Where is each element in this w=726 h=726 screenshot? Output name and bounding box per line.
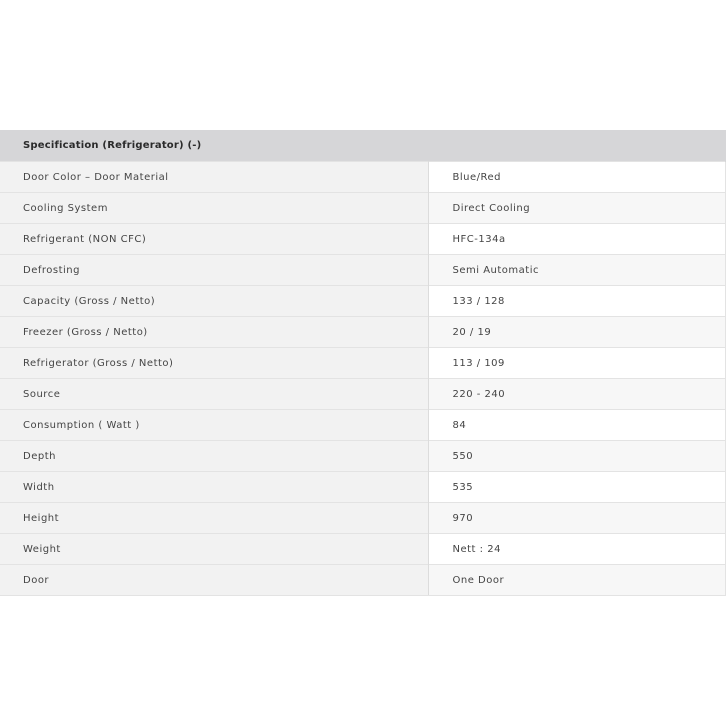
spec-label: Refrigerant (NON CFC) — [0, 224, 428, 255]
table-row — [0, 534, 725, 565]
specification-table — [0, 130, 726, 596]
table-row — [0, 472, 725, 503]
table-row — [0, 348, 725, 379]
spec-value: 535 — [428, 472, 725, 503]
spec-value: Blue/Red — [428, 162, 725, 193]
spec-label: Cooling System — [0, 193, 428, 224]
table-row — [0, 565, 725, 596]
spec-value: 84 — [428, 410, 725, 441]
table-row — [0, 162, 725, 193]
spec-value: One Door — [428, 565, 725, 596]
spec-value: Nett : 24 — [428, 534, 725, 565]
table-row — [0, 224, 725, 255]
spec-label: Capacity (Gross / Netto) — [0, 286, 428, 317]
spec-label: Door Color – Door Material — [0, 162, 428, 193]
spec-value: HFC-134a — [428, 224, 725, 255]
table-title: Specification (Refrigerator) (-) — [0, 130, 725, 162]
table-row — [0, 379, 725, 410]
spec-label: Freezer (Gross / Netto) — [0, 317, 428, 348]
table-body — [0, 162, 725, 596]
table-row — [0, 410, 725, 441]
spec-value: 20 / 19 — [428, 317, 725, 348]
table-row — [0, 441, 725, 472]
spec-value: 550 — [428, 441, 725, 472]
spec-label: Height — [0, 503, 428, 534]
spec-label: Consumption ( Watt ) — [0, 410, 428, 441]
spec-label: Door — [0, 565, 428, 596]
spec-label: Defrosting — [0, 255, 428, 286]
spec-value: 133 / 128 — [428, 286, 725, 317]
spec-value: 970 — [428, 503, 725, 534]
table-row — [0, 503, 725, 534]
table-row — [0, 286, 725, 317]
table-row — [0, 317, 725, 348]
table-row — [0, 255, 725, 286]
spec-value: Direct Cooling — [428, 193, 725, 224]
spec-value: Semi Automatic — [428, 255, 725, 286]
spec-label: Refrigerator (Gross / Netto) — [0, 348, 428, 379]
spec-label: Source — [0, 379, 428, 410]
table-row — [0, 193, 725, 224]
spec-value: 113 / 109 — [428, 348, 725, 379]
spec-value: 220 - 240 — [428, 379, 725, 410]
spec-label: Depth — [0, 441, 428, 472]
spec-label: Width — [0, 472, 428, 503]
table-header-row — [0, 130, 725, 162]
spec-label: Weight — [0, 534, 428, 565]
